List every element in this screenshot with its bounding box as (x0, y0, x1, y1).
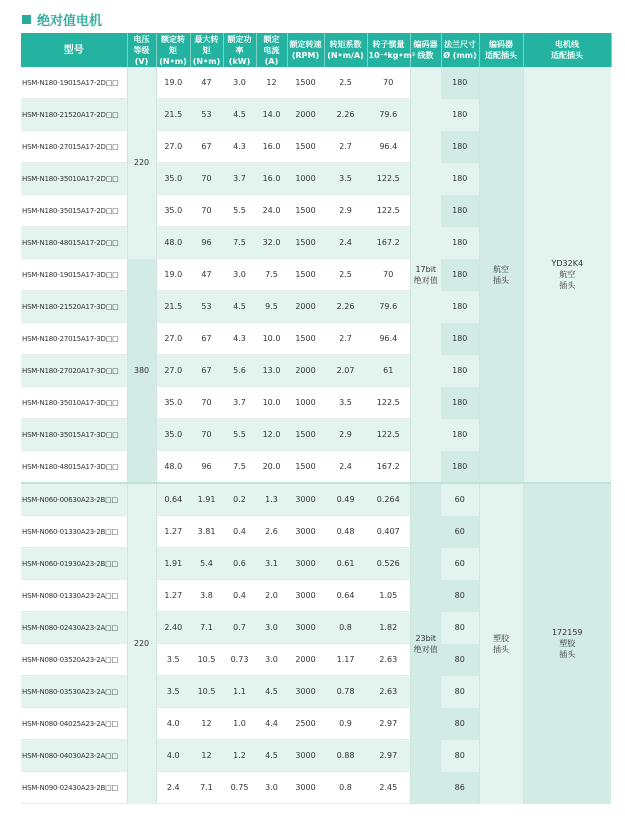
model-cell: HSM-N080-04030A23-2A□□ (21, 740, 127, 772)
header-encoder-plug: 编码器 适配插头 (479, 33, 523, 67)
rated-current-cell: 12 (256, 67, 287, 99)
rated-power-cell: 4.3 (223, 131, 256, 163)
flange-cell: 180 (441, 227, 479, 259)
max-torque-cell: 67 (190, 355, 223, 387)
rated-current-cell: 13.0 (256, 355, 287, 387)
rated-current-cell: 3.1 (256, 548, 287, 580)
encoder-plug-cell-line: 塑胶 (493, 633, 509, 643)
rated-speed-cell: 1000 (287, 387, 324, 419)
rated-current-cell: 4.4 (256, 708, 287, 740)
motor-plug-cell-line: 航空 (559, 270, 576, 279)
rated-power-cell: 3.0 (223, 259, 256, 291)
flange-cell: 180 (441, 323, 479, 355)
rated-speed-cell: 3000 (287, 740, 324, 772)
rated-speed-cell: 1500 (287, 67, 324, 99)
model-cell: HSM-N180-19015A17-2D□□ (21, 67, 127, 99)
max-torque-cell: 3.8 (190, 580, 223, 612)
max-torque-cell: 7.1 (190, 612, 223, 644)
header-rated-current: 额定 电流(A) (256, 33, 287, 67)
section-title-text: 绝对值电机 (37, 13, 103, 29)
rated-power-cell: 0.4 (223, 580, 256, 612)
flange-cell: 80 (441, 612, 479, 644)
max-torque-cell: 53 (190, 99, 223, 131)
encoder-bits-cell (410, 483, 441, 804)
rated-current-cell: 14.0 (256, 99, 287, 131)
inertia-cell: 122.5 (367, 419, 410, 451)
max-torque-cell: 10.5 (190, 676, 223, 708)
rated-current-cell: 2.6 (256, 516, 287, 548)
model-cell: HSM-N180-35015A17-3D□□ (21, 419, 127, 451)
flange-cell: 80 (441, 580, 479, 612)
section-title (22, 9, 102, 29)
motor-plug-cell-line: 172159 (551, 628, 583, 638)
rated-torque-cell: 35.0 (156, 195, 190, 227)
rated-torque-cell: 48.0 (156, 227, 190, 259)
inertia-cell: 122.5 (367, 195, 410, 227)
model-cell: HSM-N180-27020A17-3D□□ (21, 355, 127, 387)
rated-speed-cell: 1500 (287, 259, 324, 291)
rated-current-cell: 3.0 (256, 644, 287, 676)
rated-power-cell: 7.5 (223, 451, 256, 484)
torque-coeff-cell: 0.49 (324, 483, 367, 516)
torque-coeff-cell: 2.4 (324, 451, 367, 484)
header-rated-power: 额定功率 (kW) (223, 33, 256, 67)
flange-cell: 80 (441, 740, 479, 772)
torque-coeff-cell: 0.9 (324, 708, 367, 740)
flange-cell: 180 (441, 195, 479, 227)
max-torque-cell: 70 (190, 163, 223, 195)
rated-current-cell: 24.0 (256, 195, 287, 227)
rated-torque-cell: 2.40 (156, 612, 190, 644)
max-torque-cell: 5.4 (190, 548, 223, 580)
rated-current-cell: 10.0 (256, 323, 287, 355)
rated-power-cell: 0.75 (223, 772, 256, 804)
torque-coeff-cell: 2.5 (324, 259, 367, 291)
inertia-cell: 1.05 (367, 580, 410, 612)
rated-power-cell: 1.2 (223, 740, 256, 772)
rated-current-cell: 2.0 (256, 580, 287, 612)
torque-coeff-cell: 0.78 (324, 676, 367, 708)
max-torque-cell: 53 (190, 291, 223, 323)
torque-coeff-cell: 0.61 (324, 548, 367, 580)
max-torque-cell: 96 (190, 451, 223, 484)
max-torque-cell: 47 (190, 259, 223, 291)
rated-torque-cell: 19.0 (156, 259, 190, 291)
encoder-bits-cell-line: 23bit (415, 633, 437, 643)
rated-speed-cell: 1500 (287, 195, 324, 227)
max-torque-cell: 67 (190, 323, 223, 355)
inertia-cell: 70 (367, 259, 410, 291)
rated-torque-cell: 48.0 (156, 451, 190, 484)
rated-power-cell: 0.2 (223, 483, 256, 516)
model-cell: HSM-N060-01330A23-2B□□ (21, 516, 127, 548)
inertia-cell: 0.407 (367, 516, 410, 548)
rated-power-cell: 3.0 (223, 67, 256, 99)
model-cell: HSM-N180-27015A17-3D□□ (21, 323, 127, 355)
rated-current-cell: 32.0 (256, 227, 287, 259)
model-cell: HSM-N180-21520A17-3D□□ (21, 291, 127, 323)
max-torque-cell: 96 (190, 227, 223, 259)
table-row (21, 483, 611, 516)
torque-coeff-cell: 2.7 (324, 323, 367, 355)
header-torque-coeff: 转矩系数 (N•m/A) (324, 33, 367, 67)
header-max-torque: 最大转矩 (N•m) (190, 33, 223, 67)
flange-cell: 180 (441, 451, 479, 484)
flange-cell: 80 (441, 676, 479, 708)
rated-power-cell: 1.0 (223, 708, 256, 740)
max-torque-cell: 10.5 (190, 644, 223, 676)
max-torque-cell: 70 (190, 387, 223, 419)
encoder-plug-cell-line: 插头 (493, 644, 509, 654)
motor-plug-cell-line: 插头 (559, 650, 576, 660)
header-motor-plug: 电机线 适配插头 (523, 33, 611, 67)
rated-speed-cell: 3000 (287, 516, 324, 548)
rated-power-cell: 1.1 (223, 676, 256, 708)
max-torque-cell: 67 (190, 131, 223, 163)
rated-speed-cell: 2000 (287, 644, 324, 676)
torque-coeff-cell: 3.5 (324, 163, 367, 195)
model-cell: HSM-N180-35010A17-3D□□ (21, 387, 127, 419)
rated-power-cell: 4.5 (223, 99, 256, 131)
inertia-cell: 2.45 (367, 772, 410, 804)
encoder-plug-cell-line: 插头 (493, 275, 509, 285)
rated-current-cell: 12.0 (256, 419, 287, 451)
model-cell: HSM-N180-48015A17-3D□□ (21, 451, 127, 484)
header-rated-torque: 额定转矩 (N•m) (156, 33, 190, 67)
voltage-cell-line: 220 (133, 158, 150, 168)
model-cell: HSM-N180-35015A17-2D□□ (21, 195, 127, 227)
rated-speed-cell: 1500 (287, 227, 324, 259)
flange-cell: 80 (441, 644, 479, 676)
encoder-bits-cell-line: 17bit (415, 264, 437, 274)
inertia-cell: 0.526 (367, 548, 410, 580)
rated-torque-cell: 2.4 (156, 772, 190, 804)
rated-power-cell: 4.3 (223, 323, 256, 355)
flange-cell: 180 (441, 419, 479, 451)
torque-coeff-cell: 0.8 (324, 772, 367, 804)
max-torque-cell: 7.1 (190, 772, 223, 804)
model-cell: HSM-N060-01930A23-2B□□ (21, 548, 127, 580)
inertia-cell: 61 (367, 355, 410, 387)
rated-torque-cell: 35.0 (156, 419, 190, 451)
inertia-cell: 2.63 (367, 676, 410, 708)
torque-coeff-cell: 2.5 (324, 67, 367, 99)
model-cell: HSM-N090-02430A23-2B□□ (21, 772, 127, 804)
torque-coeff-cell: 2.07 (324, 355, 367, 387)
rated-speed-cell: 2000 (287, 355, 324, 387)
inertia-cell: 122.5 (367, 387, 410, 419)
encoder-bits-cell (410, 67, 441, 483)
torque-coeff-cell: 2.26 (324, 99, 367, 131)
inertia-cell: 2.63 (367, 644, 410, 676)
torque-coeff-cell: 3.5 (324, 387, 367, 419)
rated-torque-cell: 3.5 (156, 644, 190, 676)
max-torque-cell: 12 (190, 740, 223, 772)
model-cell: HSM-N080-04025A23-2A□□ (21, 708, 127, 740)
rated-power-cell: 7.5 (223, 227, 256, 259)
rated-torque-cell: 0.64 (156, 483, 190, 516)
inertia-cell: 1.82 (367, 612, 410, 644)
rated-torque-cell: 4.0 (156, 708, 190, 740)
rated-power-cell: 4.5 (223, 291, 256, 323)
motor-plug-cell-line: 塑胶 (559, 639, 576, 649)
rated-current-cell: 7.5 (256, 259, 287, 291)
inertia-cell: 122.5 (367, 163, 410, 195)
torque-coeff-cell: 0.8 (324, 612, 367, 644)
rated-power-cell: 0.4 (223, 516, 256, 548)
rated-torque-cell: 27.0 (156, 355, 190, 387)
inertia-cell: 2.97 (367, 708, 410, 740)
inertia-cell: 79.6 (367, 291, 410, 323)
inertia-cell: 167.2 (367, 227, 410, 259)
model-cell: HSM-N180-35010A17-2D□□ (21, 163, 127, 195)
rated-torque-cell: 3.5 (156, 676, 190, 708)
rated-speed-cell: 3000 (287, 612, 324, 644)
rated-torque-cell: 1.27 (156, 580, 190, 612)
model-cell: HSM-N180-19015A17-3D□□ (21, 259, 127, 291)
max-torque-cell: 70 (190, 419, 223, 451)
rated-speed-cell: 2500 (287, 708, 324, 740)
flange-cell: 180 (441, 291, 479, 323)
voltage-cell (127, 259, 156, 484)
rated-torque-cell: 21.5 (156, 291, 190, 323)
header-encoder-bits: 编码器 线数 (410, 33, 441, 67)
voltage-cell (127, 483, 156, 804)
inertia-cell: 2.97 (367, 740, 410, 772)
inertia-cell: 79.6 (367, 99, 410, 131)
rated-speed-cell: 1000 (287, 163, 324, 195)
model-cell: HSM-N180-27015A17-2D□□ (21, 131, 127, 163)
motor-plug-cell (523, 67, 611, 483)
rated-speed-cell: 3000 (287, 772, 324, 804)
motor-plug-cell-line: YD32K4 (551, 259, 584, 268)
rated-torque-cell: 35.0 (156, 163, 190, 195)
rated-power-cell: 5.6 (223, 355, 256, 387)
rated-torque-cell: 27.0 (156, 131, 190, 163)
rated-torque-cell: 27.0 (156, 323, 190, 355)
model-cell: HSM-N060-00630A23-2B□□ (21, 483, 127, 516)
table-header-row (21, 33, 611, 67)
motor-plug-cell (523, 483, 611, 804)
rated-speed-cell: 1500 (287, 419, 324, 451)
voltage-cell-line: 380 (133, 365, 150, 375)
encoder-plug-cell (479, 67, 523, 483)
encoder-plug-cell (479, 483, 523, 804)
flange-cell: 60 (441, 516, 479, 548)
rated-speed-cell: 1500 (287, 451, 324, 484)
rated-speed-cell: 3000 (287, 580, 324, 612)
rated-current-cell: 16.0 (256, 131, 287, 163)
inertia-cell: 96.4 (367, 131, 410, 163)
rated-torque-cell: 21.5 (156, 99, 190, 131)
rated-current-cell: 4.5 (256, 676, 287, 708)
torque-coeff-cell: 2.9 (324, 419, 367, 451)
torque-coeff-cell: 2.4 (324, 227, 367, 259)
rated-current-cell: 4.5 (256, 740, 287, 772)
max-torque-cell: 3.81 (190, 516, 223, 548)
rated-torque-cell: 1.27 (156, 516, 190, 548)
model-cell: HSM-N080-03530A23-2A□□ (21, 676, 127, 708)
header-model: 型号 (21, 33, 127, 67)
header-inertia: 转子惯量 10⁻⁴kg•m² (367, 33, 410, 67)
inertia-cell: 0.264 (367, 483, 410, 516)
flange-cell: 180 (441, 163, 479, 195)
rated-speed-cell: 2000 (287, 291, 324, 323)
encoder-bits-cell-line: 绝对值 (413, 275, 438, 285)
header-flange: 法兰尺寸 Ø (mm) (441, 33, 479, 67)
flange-cell: 180 (441, 67, 479, 99)
rated-power-cell: 5.5 (223, 419, 256, 451)
torque-coeff-cell: 1.17 (324, 644, 367, 676)
flange-cell: 60 (441, 548, 479, 580)
model-cell: HSM-N180-48015A17-2D□□ (21, 227, 127, 259)
torque-coeff-cell: 2.26 (324, 291, 367, 323)
rated-speed-cell: 2000 (287, 99, 324, 131)
rated-power-cell: 3.7 (223, 387, 256, 419)
rated-torque-cell: 35.0 (156, 387, 190, 419)
flange-cell: 180 (441, 131, 479, 163)
torque-coeff-cell: 0.88 (324, 740, 367, 772)
rated-torque-cell: 1.91 (156, 548, 190, 580)
header-voltage: 电压 等级(V) (127, 33, 156, 67)
motor-plug-cell-line: 插头 (559, 281, 576, 290)
flange-cell: 180 (441, 99, 479, 131)
rated-current-cell: 10.0 (256, 387, 287, 419)
rated-current-cell: 1.3 (256, 483, 287, 516)
max-torque-cell: 1.91 (190, 483, 223, 516)
header-rated-speed: 额定转速 (RPM) (287, 33, 324, 67)
inertia-cell: 167.2 (367, 451, 410, 484)
rated-speed-cell: 3000 (287, 676, 324, 708)
torque-coeff-cell: 0.48 (324, 516, 367, 548)
title-square-icon (22, 15, 31, 24)
rated-speed-cell: 3000 (287, 548, 324, 580)
encoder-bits-cell-line: 绝对值 (413, 644, 438, 654)
rated-speed-cell: 1500 (287, 323, 324, 355)
voltage-cell-line: 220 (133, 639, 150, 649)
torque-coeff-cell: 2.9 (324, 195, 367, 227)
rated-torque-cell: 19.0 (156, 67, 190, 99)
model-cell: HSM-N080-03520A23-2A□□ (21, 644, 127, 676)
absolute-motor-spec-table (21, 33, 612, 804)
rated-power-cell: 0.6 (223, 548, 256, 580)
rated-speed-cell: 3000 (287, 483, 324, 516)
model-cell: HSM-N080-01330A23-2A□□ (21, 580, 127, 612)
model-cell: HSM-N180-21520A17-2D□□ (21, 99, 127, 131)
rated-power-cell: 0.7 (223, 612, 256, 644)
rated-power-cell: 0.73 (223, 644, 256, 676)
rated-current-cell: 9.5 (256, 291, 287, 323)
rated-power-cell: 3.7 (223, 163, 256, 195)
voltage-cell (127, 67, 156, 259)
rated-current-cell: 3.0 (256, 772, 287, 804)
rated-current-cell: 20.0 (256, 451, 287, 484)
max-torque-cell: 47 (190, 67, 223, 99)
max-torque-cell: 70 (190, 195, 223, 227)
rated-current-cell: 16.0 (256, 163, 287, 195)
table-row (21, 67, 611, 99)
flange-cell: 180 (441, 355, 479, 387)
flange-cell: 180 (441, 259, 479, 291)
encoder-plug-cell-line: 航空 (493, 264, 509, 274)
rated-power-cell: 5.5 (223, 195, 256, 227)
inertia-cell: 96.4 (367, 323, 410, 355)
rated-current-cell: 3.0 (256, 612, 287, 644)
flange-cell: 86 (441, 772, 479, 804)
rated-torque-cell: 4.0 (156, 740, 190, 772)
rated-speed-cell: 1500 (287, 131, 324, 163)
model-cell: HSM-N080-02430A23-2A□□ (21, 612, 127, 644)
flange-cell: 60 (441, 483, 479, 516)
torque-coeff-cell: 2.7 (324, 131, 367, 163)
torque-coeff-cell: 0.64 (324, 580, 367, 612)
flange-cell: 180 (441, 387, 479, 419)
flange-cell: 80 (441, 708, 479, 740)
max-torque-cell: 12 (190, 708, 223, 740)
inertia-cell: 70 (367, 67, 410, 99)
